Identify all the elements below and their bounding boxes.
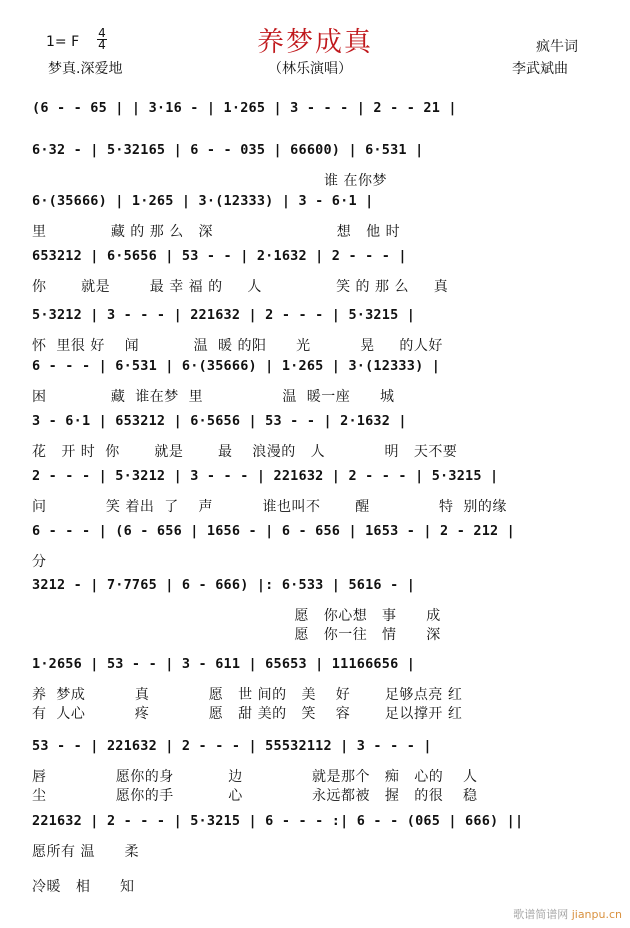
- lyric-line: 问 笑 着出 了 声 谁也叫不 醒 特 别的缘: [32, 499, 507, 515]
- subtitle-left: 梦真.深爱地: [48, 61, 123, 77]
- notation-row: 6·(35666) | 1·265 | 3·(12333) | 3 - 6·1 |: [32, 193, 374, 209]
- lyric-line: 怀 里很 好 闻 温 暖 的阳 光 晃 的人好: [32, 338, 443, 354]
- lyricist-credit: 疯牛词: [536, 39, 578, 55]
- notation-row: (6 - - 65 | | 3·16 - | 1·265 | 3 - - - | 2 - - 21 |: [32, 100, 457, 116]
- notation-row: 653212 | 6·5656 | 53 - - | 2·1632 | 2 - - - |: [32, 248, 407, 264]
- time-signature-top: 4: [98, 26, 106, 40]
- lyric-line: 谁 在你梦: [32, 173, 388, 189]
- lyric-line: 有 人心 疼 愿 甜 美的 笑 容 足以撑开 红: [32, 706, 463, 722]
- notation-row: 5·3212 | 3 - - - | 221632 | 2 - - - | 5·3215 |: [32, 307, 416, 323]
- lyric-line: 愿 你心想 事 成: [32, 608, 441, 624]
- lyric-line: 养 梦成 真 愿 世 间的 美 好 足够点亮 红: [32, 687, 463, 703]
- notation-row: 3 - 6·1 | 653212 | 6·5656 | 53 - - | 2·1632 |: [32, 413, 407, 429]
- watermark: [513, 906, 622, 922]
- composer-credit: 李武斌曲: [512, 61, 568, 77]
- extra-lyric-line: 冷暖 相 知: [32, 879, 135, 895]
- time-signature-bottom: 4: [98, 38, 106, 52]
- notation-row: 6·32 - | 5·32165 | 6 - - 035 | 66600) | 6·531 |: [32, 142, 424, 158]
- notation-row: 6 - - - | 6·531 | 6·(35666) | 1·265 | 3·(12333) |: [32, 358, 441, 374]
- lyric-line: 困 藏 谁在梦 里 温 暖一座 城: [32, 389, 395, 405]
- lyric-line: 愿所有 温 柔: [32, 844, 140, 860]
- lyric-line: 唇 愿你的身 边 就是那个 痴 心的 人: [32, 769, 478, 785]
- watermark-left: 歌谱简谱网: [513, 908, 569, 921]
- notation-row: 3212 - | 7·7765 | 6 - 666) |: 6·533 | 5616 - |: [32, 577, 416, 593]
- lyric-line: 尘 愿你的手 心 永远都被 握 的很 稳: [32, 788, 478, 804]
- key-signature: 1= F: [46, 34, 80, 50]
- notation-row: 2 - - - | 5·3212 | 3 - - - | 221632 | 2 - - - | 5·3215 |: [32, 468, 499, 484]
- lyric-line: 愿 你一往 情 深: [32, 627, 441, 643]
- performer-credit: （林乐演唱）: [268, 61, 352, 77]
- notation-row: 1·2656 | 53 - - | 3 - 611 | 65653 | 11166656 |: [32, 656, 416, 672]
- lyric-line: 花 开 时 你 就是 最 浪漫的 人 明 天不要: [32, 444, 458, 460]
- notation-row: 53 - - | 221632 | 2 - - - | 55532112 | 3 - - - |: [32, 738, 432, 754]
- watermark-right: jianpu.cn: [571, 908, 622, 921]
- time-signature: [97, 28, 107, 51]
- notation-row: 6 - - - | (6 - 656 | 1656 - | 6 - 656 | 1653 - | 2 - 212 |: [32, 523, 516, 539]
- lyric-line: 你 就是 最 幸 福 的 人 笑 的 那 么 真: [32, 279, 449, 295]
- song-title: 养梦成真: [257, 27, 373, 58]
- lyric-line: 里 藏 的 那 么 深 想 他 时: [32, 224, 401, 240]
- lyric-line: 分: [32, 554, 47, 570]
- notation-row: 221632 | 2 - - - | 5·3215 | 6 - - - :| 6 - - (065 | 666) ||: [32, 813, 524, 829]
